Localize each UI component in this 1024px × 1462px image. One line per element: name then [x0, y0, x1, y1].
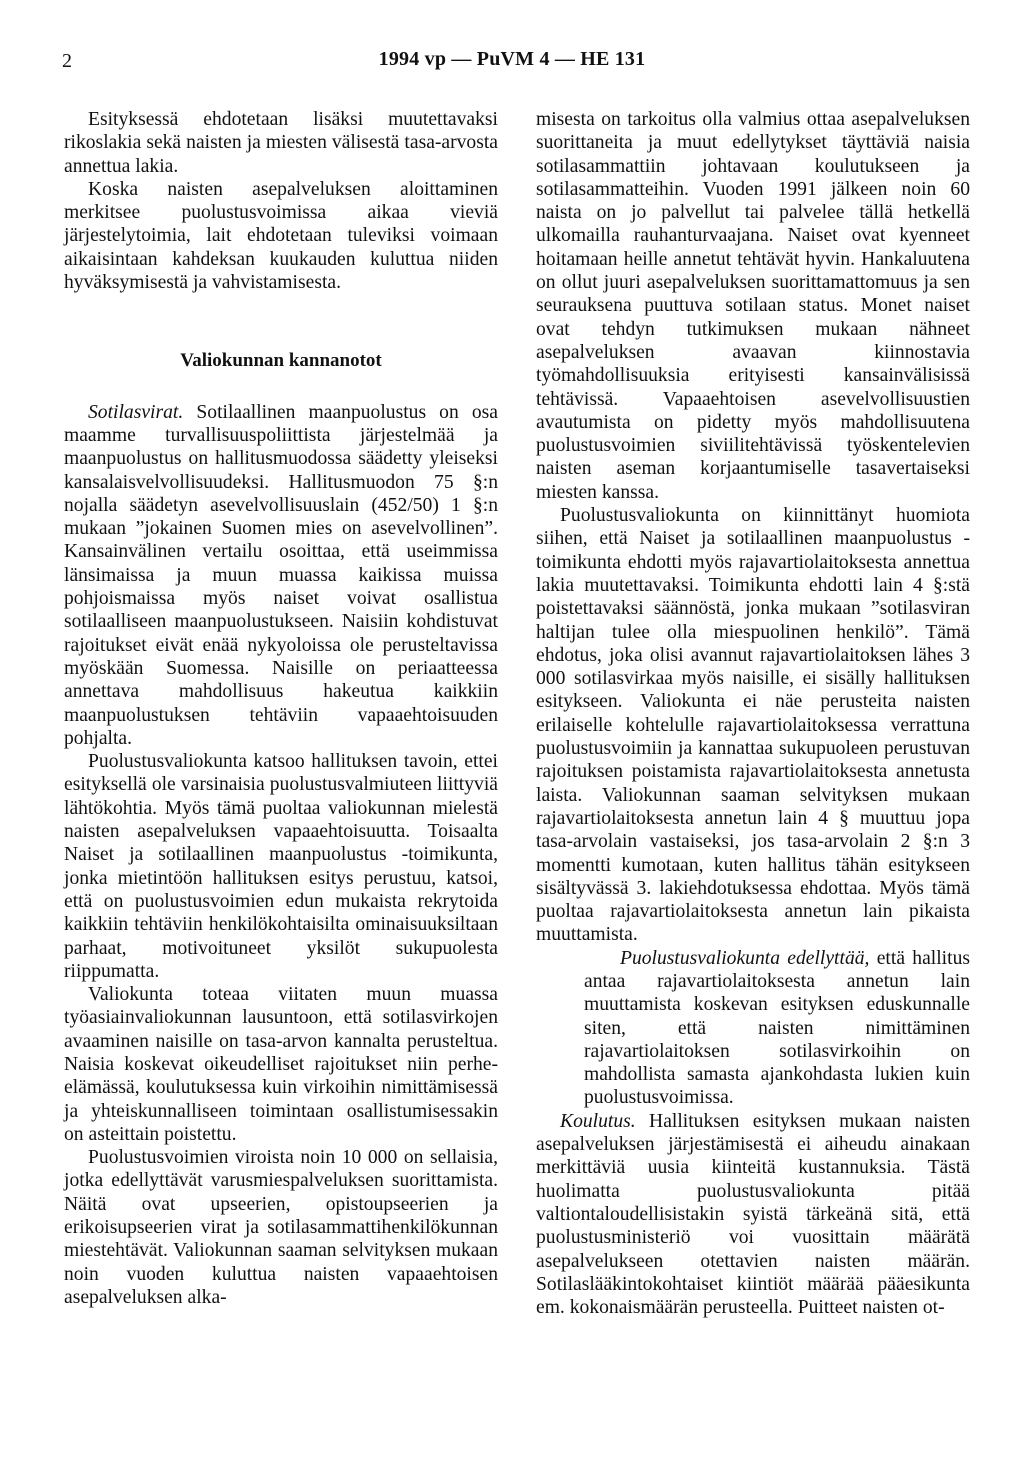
paragraph-text: että hallitus antaa rajavartiolaitoksesta annetun lain muuttamista koskevan esityksen eduskunnalle siten, että naisten nimittäminen rajavartiolaitoksen sotilasvirkoihin on mahdollista samasta ajankohdasta lukien kuin puolustusvoimissa.: [584, 947, 970, 1109]
right-column: [536, 108, 970, 1319]
paragraph: Valiokunta toteaa viitaten muun muassa työasiainvaliokunnan lausuntoon, että sotilasvirkojen avaaminen naisille on tasa-arvon kannalta perusteltua. Naisia koskevat oikeudelliset rajoitukset niin perhe-elämässä, koulutuksessa kuin virkoihin nimittämisessä ja yhteiskunnalliseen toimintaan osallistumisessakin on asteittain poistettu.: [64, 984, 498, 1145]
paragraph-text: Hallituksen esityksen mukaan naisten asepalveluksen järjestämisestä ei aiheudu ainakaan merkittäviä uusia kiinteitä kustannuksia. Tästä huolimatta puolustusvaliokunta pitää valtiontaloudellisistakin syistä tärkeänä sitä, että puolustusministeriö voi vuosittain määrätä asepalvelukseen otettavien naisten määrän. Sotilaslääkintokohtaiset kiintiöt määrää pääesikunta em. kokonaismäärän perusteella. Puitteet naisten ot-: [536, 1110, 970, 1319]
paragraph: Puolustusvoimien viroista noin 10 000 on sellaisia, jotka edellyttävät varusmiespalveluksen suorittamista. Näitä ovat upseerien, opistoupseerien ja erikoisupseerien virat ja sotilasammattihenkilökunnan miestehtävät. Valiokunnan saaman selvityksen mukaan noin vuoden kuluttua naisten vapaaehtoisen asepalveluksen alka-: [64, 1147, 498, 1308]
paragraph: [64, 401, 498, 750]
paragraph-lead: Sotilasvirat.: [88, 401, 184, 423]
paragraph-text: Sotilaallinen maanpuolustus on osa maamme turvallisuuspoliittista järjestelmää ja maanpuolustus on hallitusmuodossa säädetty yleiseksi kansalaisvelvollisuudeksi. Hallitusmuodon 75 §:n nojalla säädetyn asevelvollisuuslain (452/50) 1 §:n mukaan ”jokainen Suomen mies on asevelvollinen”. Kansainvälinen vertailu osoittaa, että useimmissa länsimaissa ja muun muassa kaikissa muissa pohjoismaissa myös naiset voivat osallistua sotilaalliseen maanpuolustukseen. Naisiin kohdistuvat rajoitukset eivät enää nykyoloissa ole perusteltavissa myöskään Suomessa. Naisille on periaatteessa annettava mahdollisuus hakeutua kaikkiin maanpuolustuksen tehtäviin vapaaehtoisuuden pohjalta.: [64, 401, 498, 749]
running-head: 1994 vp — PuVM 4 — HE 131: [378, 48, 646, 70]
paragraph: misesta on tarkoitus olla valmius ottaa asepalveluksen suorittaneita ja muut edellytykset täyttäviä naisia sotilasammattiin johtavaan koulutukseen ja sotilasammatteihin. Vuoden 1991 jälkeen noin 60 naista on jo palvellut tai palvelee tällä hetkellä ulkomailla rauhanturvaajana. Naiset ovat kyenneet hoitamaan heille annetut tehtävät hyvin. Hankaluutena on ollut juuri asepalveluksen suorittamattomuus ja sen seurauksena puuttuva sotilaan status. Monet naiset ovat tehdyn tutkimuksen mukaan nähneet asepalveluksen avaavan kiinnostavia työmahdollisuuksia erityisesti kansainvälisissä tehtävissä. Vapaaehtoisen asevelvollisuustien avautumista on pidetty myös mahdollisuutena puolustusvoimien siviilitehtävissä työskentelevien naisten aseman korjaantumiselle tasavertaiseksi miesten kanssa.: [536, 109, 970, 503]
paragraph-lead: Puolustusvaliokunta edellyttää,: [620, 947, 870, 969]
section-heading: Valiokunnan kannanotot: [180, 350, 382, 372]
paragraph: Esityksessä ehdotetaan lisäksi muutettavaksi rikoslakia sekä naisten ja miesten välisestä tasa-arvosta annettua lakia.: [64, 109, 498, 177]
left-column: [64, 108, 498, 1309]
paragraph: [584, 947, 970, 1110]
paragraph: [536, 1110, 970, 1320]
paragraph: Puolustusvaliokunta on kiinnittänyt huomiota siihen, että Naiset ja sotilaallinen maanpuolustus -toimikunta ehdotti myös rajavartiolaitoksesta annettua lakia muutettavaksi. Toimikunta ehdotti lain 4 §:stä poistettavaksi säännöstä, jonka mukaan ”sotilasviran haltijan tulee olla miespuolinen henkilö”. Tämä ehdotus, joka olisi avannut rajavartiolaitoksen lähes 3 000 sotilasvirkaa myös naisille, ei sisälly hallituksen esitykseen. Valiokunta ei näe perusteita naisten erilaiselle kohtelulle rajavartiolaitoksessa verrattuna puolustusvoimiin ja kannattaa sukupuoleen perustuvan rajoituksen poistamista rajavartiolaitoksesta annetusta laista. Valiokunnan saaman selvityksen mukaan rajavartiolaitoksesta annetun lain 4 § muuttuu jopa tasa-arvolain vastaiseksi, jos tasa-arvolain 2 §:n 3 momentti kumotaan, kuten hallitus tähän esitykseen sisältyvässä 3. lakiehdotuksessa ehdottaa. Myös tämä puoltaa rajavartiolaitoksesta annetun lain pikaista muuttamista.: [536, 505, 970, 946]
paragraph: Koska naisten asepalveluksen aloittaminen merkitsee puolustusvoimissa aikaa vieviä järjestelytoimia, lait ehdotetaan tuleviksi voimaan aikaisintaan kahdeksan kuukauden kuluttua niiden hyväksymisestä ja vahvistamisesta.: [64, 178, 498, 294]
page-number: 2: [62, 50, 72, 72]
paragraph: Puolustusvaliokunta katsoo hallituksen tavoin, ettei esityksellä ole varsinaisia puolustusvalmiuteen liittyviä lähtökohtia. Myös tämä puoltaa valiokunnan mielestä naisten asepalveluksen vapaaehtoisuutta. Toisaalta Naiset ja sotilaallinen maanpuolustus -toimikunta, jonka mietintöön hallituksen esitys perustuu, katsoi, että on puolustusvoimien edun mukaista rekrytoida kaikkiin tehtäviin henkilökohtaisilta ominaisuuksiltaan parhaat, motivoituneet yksilöt sukupuolesta riippumatta.: [64, 751, 498, 982]
paragraph-lead: Koulutus.: [560, 1110, 636, 1132]
